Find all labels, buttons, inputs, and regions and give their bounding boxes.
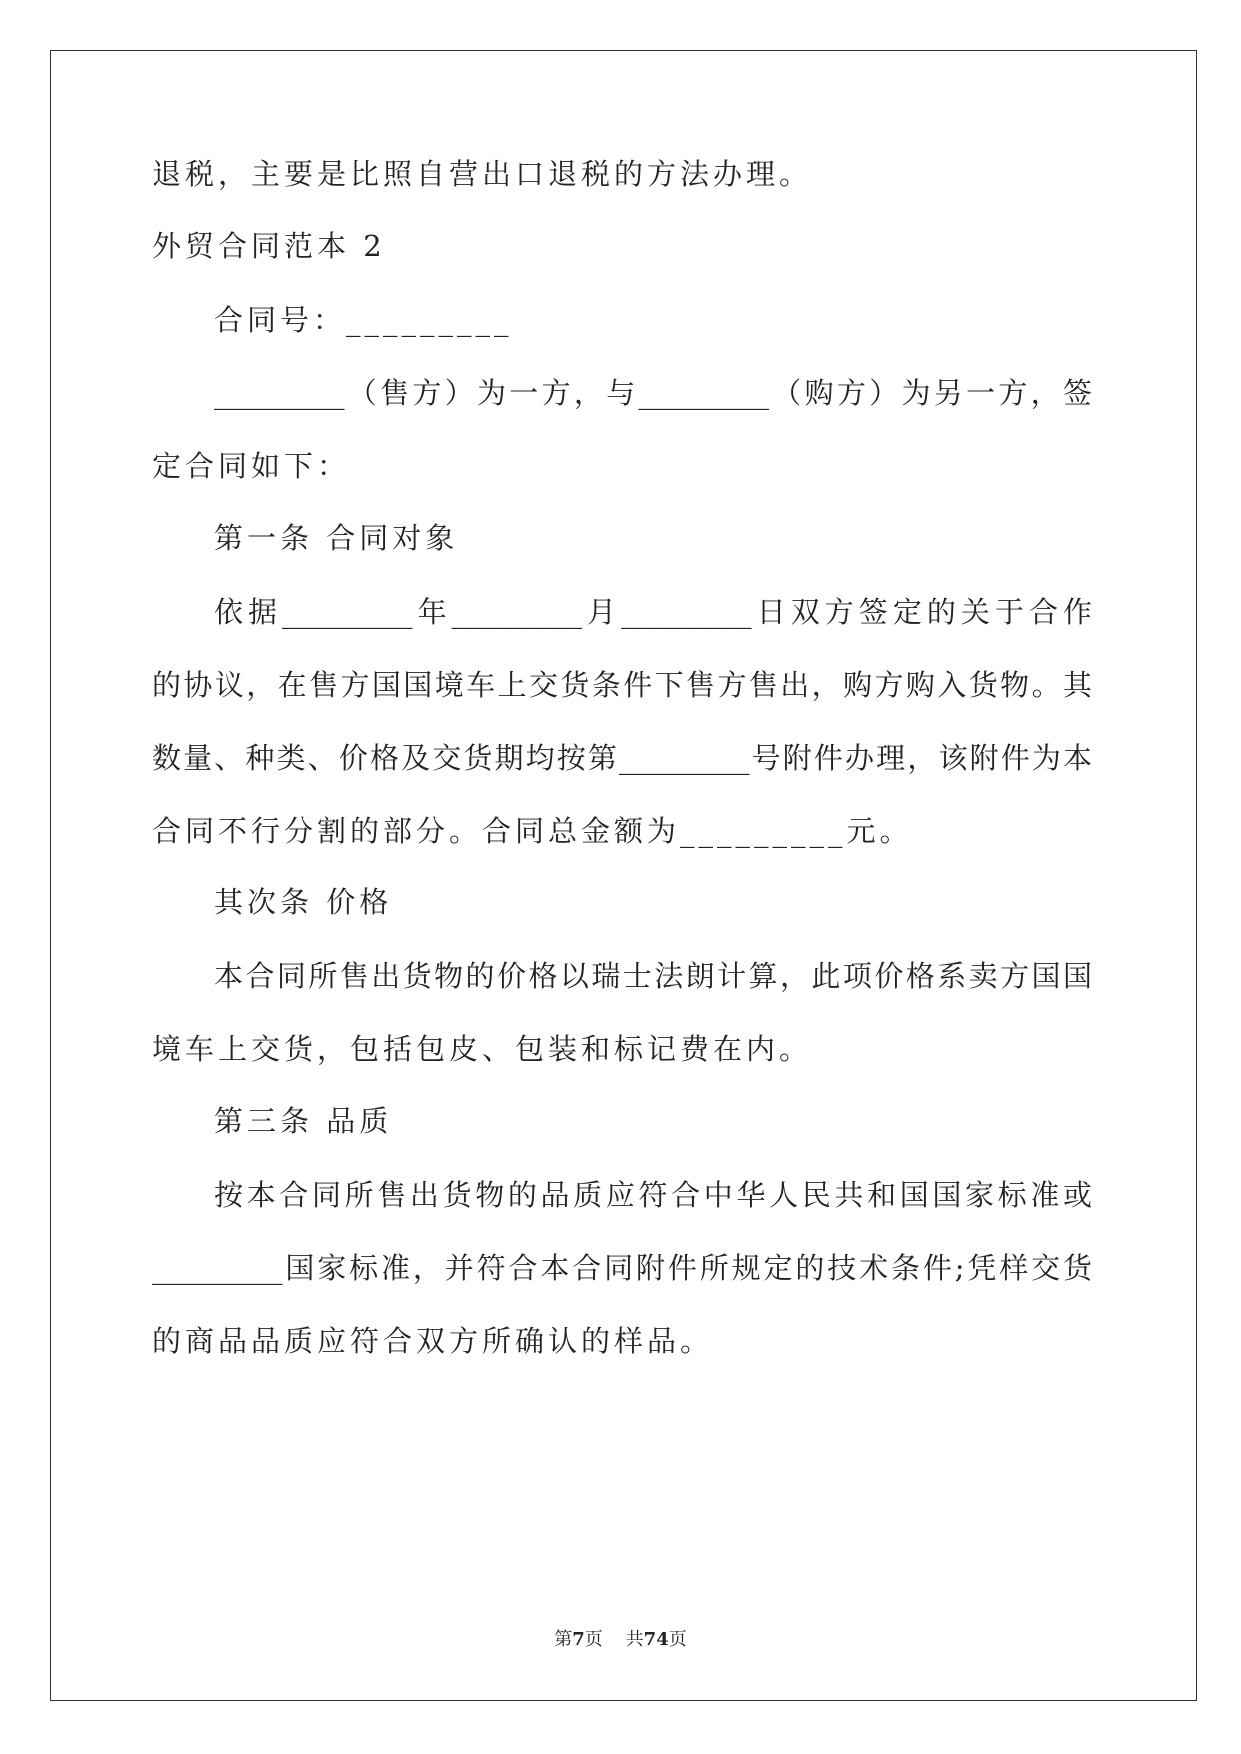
article-1-line-4: 合同不行分割的部分。合同总金额为_________元。 bbox=[152, 814, 913, 848]
page-current: 7 bbox=[572, 1629, 585, 1650]
article-3-line-1: 按本合同所售出货物的品质应符合中华人民共和国国家标准或 bbox=[214, 1178, 1092, 1212]
page-suffix: 页 bbox=[668, 1629, 687, 1650]
page-total: 74 bbox=[643, 1629, 669, 1650]
article-3-line-3: 的商品品质应符合双方所确认的样品。 bbox=[152, 1324, 714, 1358]
page-border bbox=[50, 50, 1197, 1701]
paragraph-line-parties: _________（售方）为一方，与_________（购方）为另一方，签 bbox=[214, 376, 1092, 410]
article-3-line-2: _________国家标准，并符合本合同附件所规定的技术条件;凭样交货 bbox=[152, 1251, 1092, 1285]
article-3-heading: 第三条 品质 bbox=[214, 1104, 393, 1138]
section-heading-contract-template-2: 外贸合同范本 2 bbox=[152, 229, 386, 263]
contract-number-line: 合同号：_________ bbox=[214, 303, 513, 337]
article-2-heading: 其次条 价格 bbox=[214, 885, 393, 919]
article-1-line-1: 依据_________年_________月_________日双方签定的关于合作 bbox=[214, 595, 1092, 629]
article-1-heading: 第一条 合同对象 bbox=[214, 521, 459, 555]
article-1-line-3: 数量、种类、价格及交货期均按第_________号附件办理，该附件为本 bbox=[152, 741, 1092, 775]
page-prefix: 第 bbox=[554, 1629, 573, 1650]
paragraph-line-1: 退税，主要是比照自营出口退税的方法办理。 bbox=[152, 157, 813, 191]
article-1-line-2: 的协议，在售方国国境车上交货条件下售方售出，购方购入货物。其 bbox=[152, 668, 1092, 702]
article-2-line-1: 本合同所售出货物的价格以瑞士法朗计算，此项价格系卖方国国 bbox=[214, 959, 1092, 993]
paragraph-line-parties-cont: 定合同如下： bbox=[152, 449, 351, 483]
article-2-line-2: 境车上交货，包括包皮、包装和标记费在内。 bbox=[152, 1032, 813, 1066]
page-number-footer bbox=[0, 1625, 1241, 1651]
page-mid: 页 共 bbox=[584, 1629, 644, 1650]
